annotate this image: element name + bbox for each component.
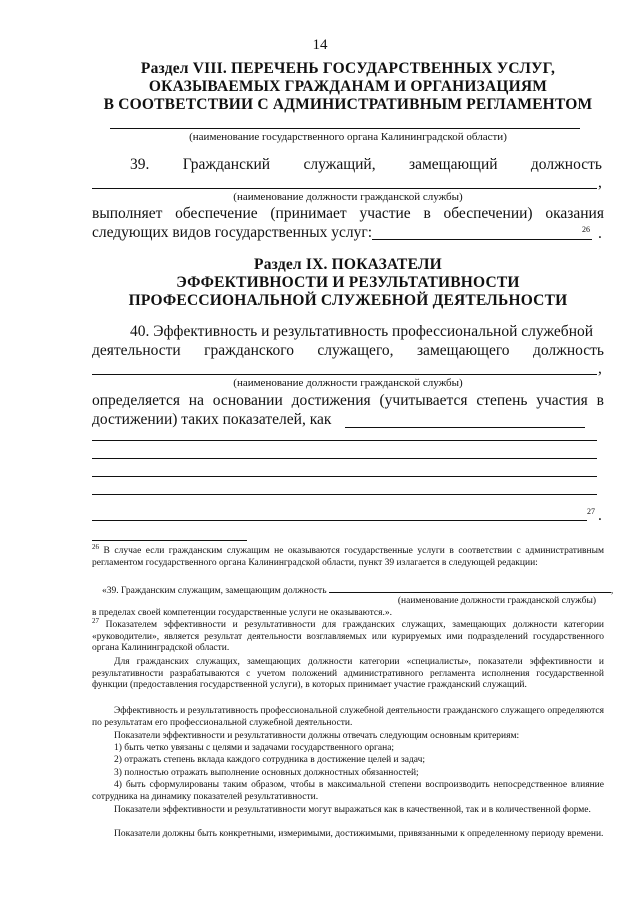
item-39-word: служащий, bbox=[303, 156, 376, 173]
footnote-27-paragraph: Эффективность и результативность профессиональной служебной деятельности гражданского служащего определяются по результатам его профессиональной служебной деятельности. bbox=[92, 706, 604, 728]
footnote-27-paragraph: Для гражданских служащих, замещающих должности категории «специалисты», показатели эффективности и результативности разрабатываются с учетом положений административного регламента исполнения государственной функции (предоставления государственной услуги), в которых принимает участие гражданский служащий. bbox=[92, 657, 604, 690]
section-8-heading bbox=[92, 60, 604, 114]
section-9-heading-line: ПРОФЕССИОНАЛЬНОЙ СЛУЖЕБНОЙ ДЕЯТЕЛЬНОСТИ bbox=[128, 292, 568, 309]
item-39-line bbox=[130, 156, 602, 174]
section-9-heading-line: Раздел IX. ПОКАЗАТЕЛИ bbox=[254, 256, 442, 273]
position-caption: (наименование должности гражданской службы) bbox=[233, 377, 463, 389]
footnote-mark: 26 bbox=[92, 543, 99, 551]
indicators-blank-line bbox=[92, 458, 597, 459]
footnote-27-criterion: 4) быть сформулированы таким образом, чтобы в максимальной степени воспроизводить непосредственное влияние сотрудника на динамику показателей результативности. bbox=[92, 780, 604, 802]
indicators-line: определяется на основании достижения (учитывается степень участия в bbox=[92, 392, 604, 409]
section-9-heading-line: ЭФФЕКТИВНОСТИ И РЕЗУЛЬТАТИВНОСТИ bbox=[176, 274, 520, 291]
section-8-heading-line: ОКАЗЫВАЕМЫХ ГРАЖДАНАМ И ОРГАНИЗАЦИЯМ bbox=[148, 78, 548, 95]
position-caption: (наименование должности гражданской службы) bbox=[233, 191, 463, 203]
indicators-line-2: достижении) таких показателей, как bbox=[92, 411, 332, 428]
item-39-word: Гражданский bbox=[182, 156, 271, 173]
indicators-blank-line bbox=[92, 520, 587, 521]
indicators-blank-line bbox=[345, 427, 585, 428]
footnote-27-paragraph: Показатели должны быть конкретными, измеримыми, достижимыми, привязанными к определенному периоду времени. bbox=[114, 829, 604, 839]
item-39-word: 39. bbox=[130, 156, 150, 173]
section-8-heading-line: Раздел VIII. ПЕРЕЧЕНЬ ГОСУДАРСТВЕННЫХ УСЛУГ, bbox=[140, 60, 556, 77]
services-line-2: следующих видов государственных услуг: bbox=[92, 224, 373, 241]
footnote-quote-start: «39. Гражданским служащим, замещающим должность bbox=[102, 586, 327, 596]
footnote-text: В случае если гражданским служащим не оказываются государственные услуги в соответствии с административным регламентом государственного органа Калининградской области, пункт 39 излагается в следующей редакции: bbox=[92, 546, 604, 568]
page-number: 14 bbox=[312, 37, 328, 53]
footnote-ref-27: 27 bbox=[587, 507, 595, 516]
indicators-blank-line bbox=[92, 494, 597, 495]
item-40-line-1: 40. Эффективность и результативность профессиональной служебной bbox=[130, 323, 594, 340]
footnote-26 bbox=[92, 543, 604, 569]
item-39-word: должность bbox=[530, 156, 602, 173]
org-name-caption: (наименование государственного органа Калининградской области) bbox=[189, 131, 507, 143]
section-8-heading-line: В СООТВЕТСТВИИ С АДМИНИСТРАТИВНЫМ РЕГЛАМЕНТОМ bbox=[103, 96, 593, 113]
footnote-27-criterion: 3) полностью отражать выполнение основных должностных обязанностей; bbox=[114, 768, 419, 778]
footnote-26-quote: «39. Гражданским служащим, замещающим должность , bbox=[92, 583, 604, 598]
document-page: 14 Раздел VIII. ПЕРЕЧЕНЬ ГОСУДАРСТВЕННЫХ УСЛУГ, ОКАЗЫВАЕМЫХ ГРАЖДАНАМ И ОРГАНИЗАЦИЯМ В СООТВЕТСТВИИ С АДМИНИСТРАТИВНЫМ РЕГЛАМЕНТОМ (наименование государственного органа Калининградской области) 39. Гражданский служащий, замещающий должность , (наименование должности гражданской службы) выполняет обеспечение (принимает участие в обеспечении) оказания следующих видов государственных услуг: 26 . Раздел IX. ПОКАЗАТЕЛИ ЭФФЕКТИВНОСТИ И РЕЗУЛЬТАТИВНОСТИ ПРОФЕССИОНАЛЬНОЙ СЛУЖЕБНОЙ ДЕЯТЕЛЬНОСТИ 40. Эффективность и результативность профессиональной служебной деятельности гражданского служащего, замещающего должность , (наименование должности гражданской службы) определяется на основании достижения (учитывается степень участия в достижении) таких показателей, как 27 . $^{26}$ В случае если гражданским служащим не оказываются государственные услуги в соответствии с административным регламентом государственного органа Калининградской области, пункт 39 излагается в следующей редакции: «39. Гражданским служащим, замещающим должность , (наименование должности гражданской службы) в пределах своей компетенции государственные услуги не оказываются.». $^{27}$ Показателем эффективности и результативности для гражданских служащих, замещающих должности категории «руководители», является результат деятельности возглавляемых или курируемых ими подразделений государственного органа Калининградской области. Для гражданских служащих, замещающих должности категории «специалисты», показатели эффективности и результативности разрабатываются с учетом положений административного регламента исполнения государственной функции (предоставления государственной услуги), в которых принимает участие гражданский служащий. Эффективность и результативность профессиональной служебной деятельности гражданского служащего определяются по результатам его профессиональной служебной деятельности. Показатели эффективности и результативности должны отвечать следующим основным критериям: 1) быть четко увязаны с целями и задачами государственного органа; 2) отражать степень вклада каждого сотрудника в достижение целей и задач; 3) полностью отражать выполнение основных должностных обязанностей; 4) быть сформулированы таким образом, чтобы в максимальной степени воспроизводить непосредственное влияние сотрудника на динамику показателей результативности. Показатели эффективности и результативности могут выражаться как в качественной, так и в количественной форме. Показатели должны быть конкретными, измеримыми, достижимыми, привязанными к определенному периоду времени. bbox=[0, 0, 640, 905]
section-9-heading bbox=[92, 256, 604, 310]
footnote-text: Показателем эффективности и результативности для гражданских служащих, замещающих должности категории «руководители», является результат деятельности возглавляемых или курируемых ими подразделений государственного органа Калининградской области. bbox=[92, 620, 604, 653]
footnote-ref-26: 26 bbox=[582, 225, 590, 234]
services-blank-line bbox=[372, 239, 592, 240]
footnote-26-caption: (наименование должности гражданской службы) bbox=[397, 596, 596, 606]
footnote-separator bbox=[92, 540, 247, 541]
footnote-27 bbox=[92, 617, 604, 655]
org-name-blank-line bbox=[110, 128, 580, 129]
footnote-27-paragraph: Показатели эффективности и результативности должны отвечать следующим основным критериям: bbox=[114, 731, 520, 741]
footnote-27-criterion: 2) отражать степень вклада каждого сотрудника в достижение целей и задач; bbox=[114, 755, 426, 765]
footnote-27-paragraph: Показатели эффективности и результативности могут выражаться как в качественной, так и в количественной форме. bbox=[114, 805, 591, 815]
indicators-blank-line bbox=[92, 476, 597, 477]
footnote-mark: 27 bbox=[92, 617, 99, 625]
footnote-27-criterion: 1) быть четко увязаны с целями и задачами государственного органа; bbox=[114, 743, 395, 753]
position-blank-line bbox=[92, 374, 597, 375]
indicators-blank-line bbox=[92, 440, 597, 441]
item-39-word: замещающий bbox=[408, 156, 498, 173]
item-40-line-2: деятельности гражданского служащего, замещающего должность bbox=[92, 342, 604, 359]
position-blank-line bbox=[92, 188, 597, 189]
services-line: выполняет обеспечение (принимает участие в обеспечении) оказания bbox=[92, 205, 604, 222]
footnote-26-quote-end: в пределах своей компетенции государственные услуги не оказываются.». bbox=[92, 608, 393, 618]
footnote-quote-blank-line bbox=[329, 583, 611, 593]
